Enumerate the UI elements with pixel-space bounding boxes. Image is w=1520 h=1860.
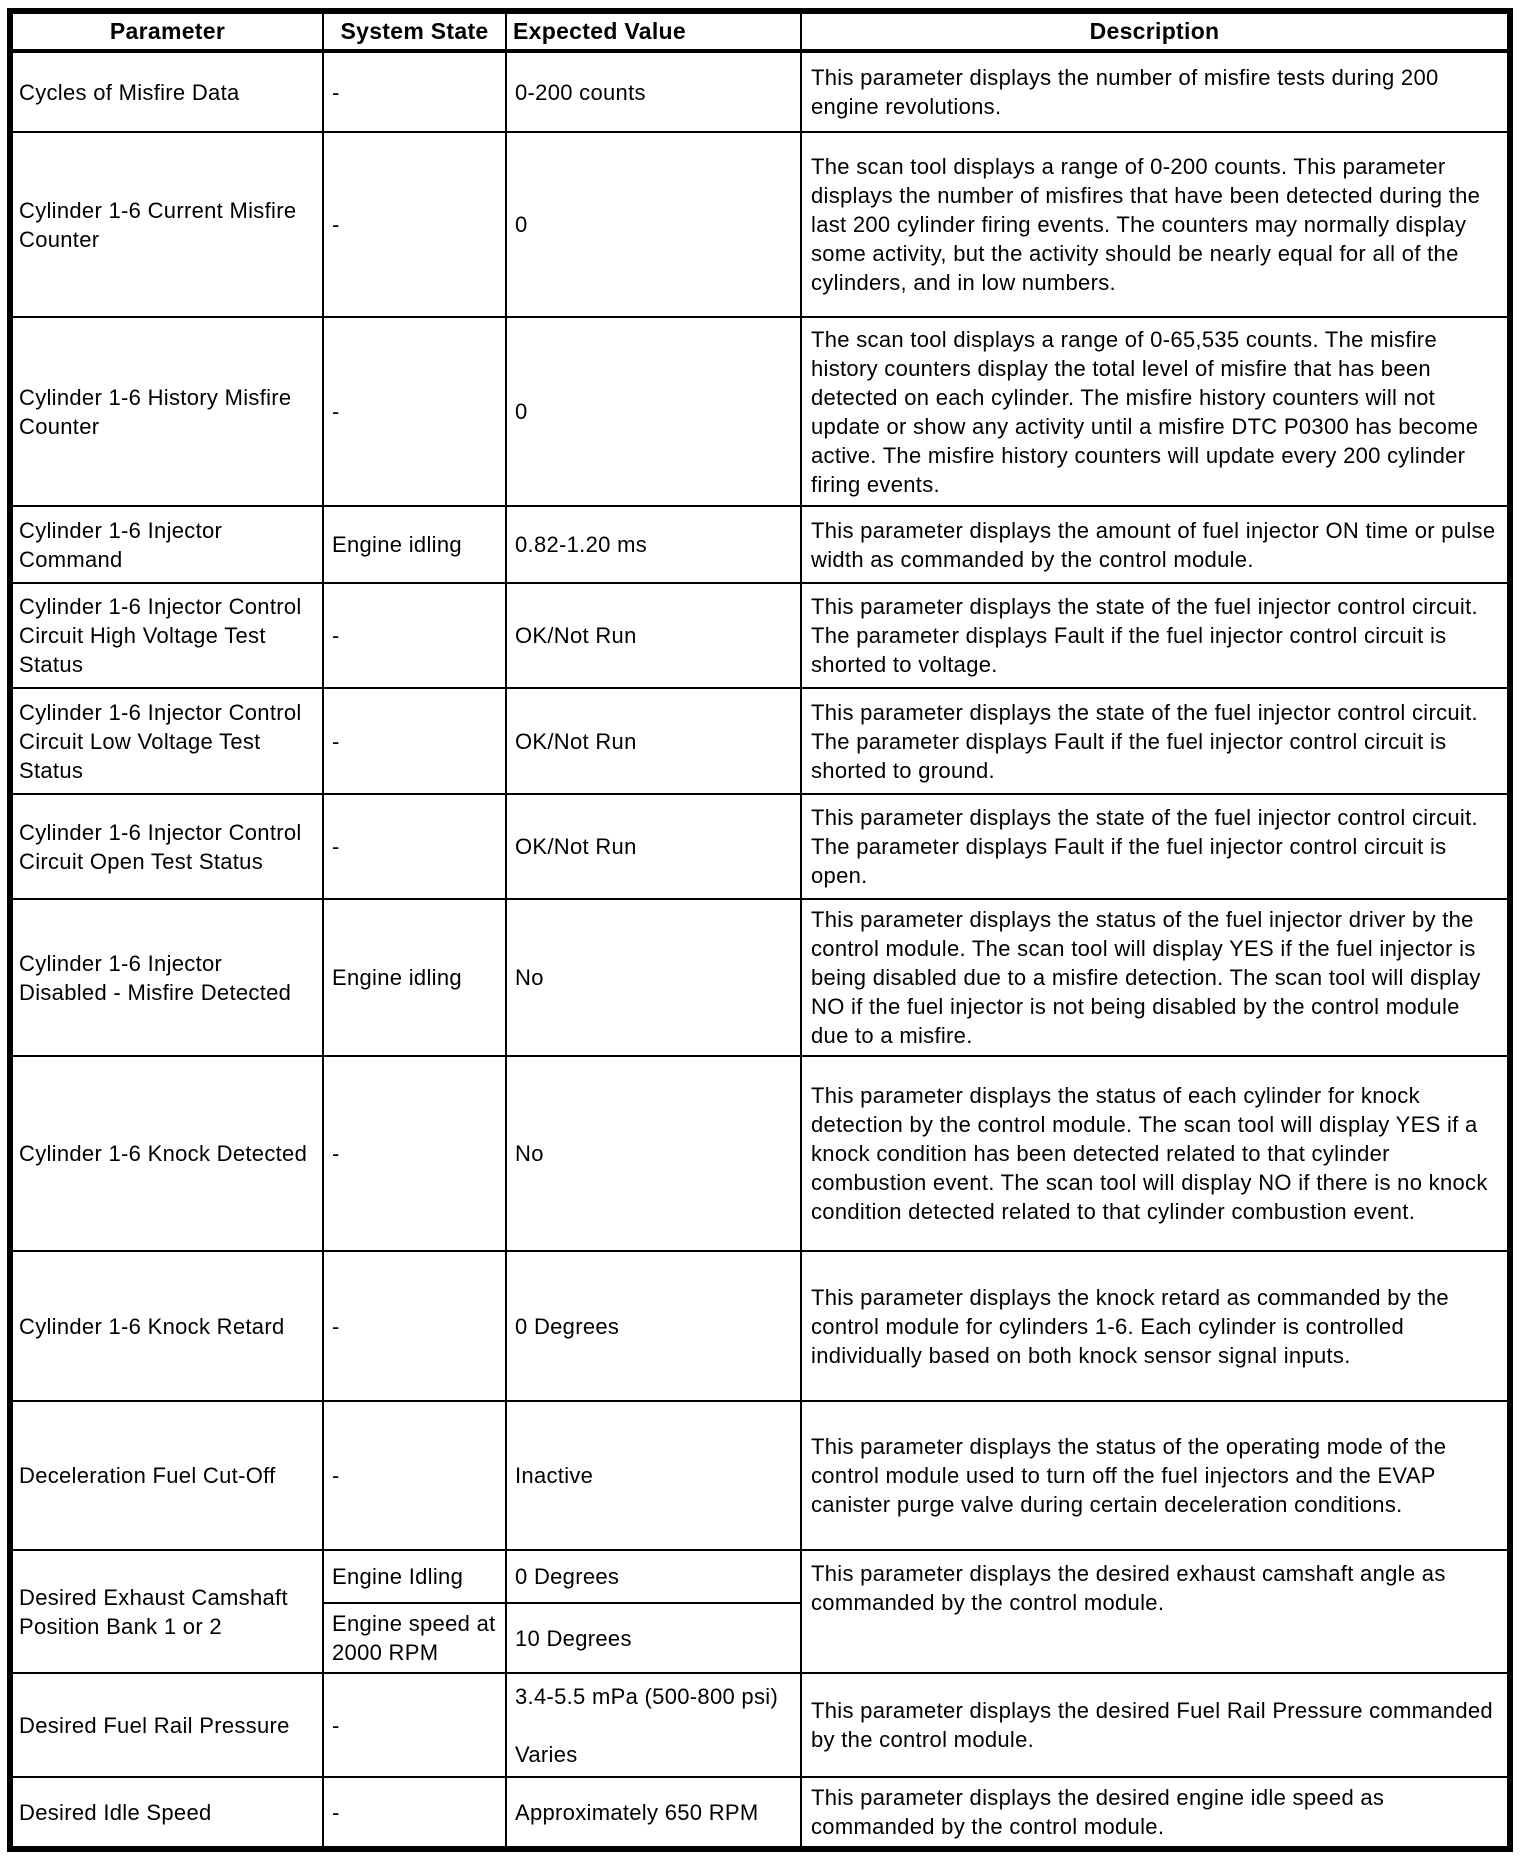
description-cell: This parameter displays the desired engine idle speed as commanded by the control module. xyxy=(801,1777,1510,1849)
table-row xyxy=(10,1056,1510,1251)
parameter-cell: Cycles of Misfire Data xyxy=(10,51,323,132)
parameter-cell: Desired Idle Speed xyxy=(10,1777,323,1849)
expected-value-cell: No xyxy=(506,1056,801,1251)
expected-value-cell: OK/Not Run xyxy=(506,583,801,688)
parameter-cell: Cylinder 1-6 Injector Control Circuit Open Test Status xyxy=(10,794,323,899)
description-cell: This parameter displays the status of the fuel injector driver by the control module. The scan tool will display YES if the fuel injector is being disabled due to a misfire detection. The scan tool will display NO if the fuel injector is not being disabled by the control module due to a misfire. xyxy=(801,899,1510,1056)
system-state-cell: Engine Idling xyxy=(323,1550,506,1603)
table-row xyxy=(10,794,1510,899)
expected-value-line: 3.4-5.5 mPa (500-800 psi) xyxy=(515,1683,779,1709)
expected-value-cell: 0 xyxy=(506,132,801,317)
expected-value-cell: 0 xyxy=(506,317,801,506)
system-state-cell: Engine speed at 2000 RPM xyxy=(323,1603,506,1673)
description-cell: This parameter displays the number of misfire tests during 200 engine revolutions. xyxy=(801,51,1510,132)
table-row xyxy=(10,1777,1510,1849)
parameter-cell: Cylinder 1-6 Knock Detected xyxy=(10,1056,323,1251)
table-row xyxy=(10,899,1510,1056)
parameter-cell: Cylinder 1-6 Injector Disabled - Misfire Detected xyxy=(10,899,323,1056)
header-expected-value: Expected Value xyxy=(506,11,801,51)
system-state-cell: - xyxy=(323,1251,506,1401)
expected-value-cell: 0 Degrees xyxy=(506,1251,801,1401)
header-system-state: System State xyxy=(323,11,506,51)
system-state-cell: - xyxy=(323,1401,506,1550)
system-state-cell: - xyxy=(323,132,506,317)
header-parameter: Parameter xyxy=(10,11,323,51)
table-row xyxy=(10,1550,1510,1603)
expected-value-line: Varies xyxy=(515,1741,578,1767)
table-row xyxy=(10,317,1510,506)
parameter-cell: Deceleration Fuel Cut-Off xyxy=(10,1401,323,1550)
description-cell: This parameter displays the amount of fuel injector ON time or pulse width as commanded by the control module. xyxy=(801,506,1510,583)
table-row xyxy=(10,506,1510,583)
system-state-cell: - xyxy=(323,688,506,794)
system-state-cell: - xyxy=(323,1673,506,1777)
description-cell: This parameter displays the desired Fuel Rail Pressure commanded by the control module. xyxy=(801,1673,1510,1777)
expected-value-cell: OK/Not Run xyxy=(506,688,801,794)
system-state-cell: Engine idling xyxy=(323,899,506,1056)
description-cell: This parameter displays the state of the fuel injector control circuit. The parameter displays Fault if the fuel injector control circuit is open. xyxy=(801,794,1510,899)
expected-value-cell: Inactive xyxy=(506,1401,801,1550)
expected-value-cell: 0-200 counts xyxy=(506,51,801,132)
description-cell: The scan tool displays a range of 0-65,535 counts. The misfire history counters display the total level of misfire that has been detected on each cylinder. The misfire history counters will not update or show any activity until a misfire DTC P0300 has become active. The misfire history counters will update every 200 cylinder firing events. xyxy=(801,317,1510,506)
description-cell: This parameter displays the desired exhaust camshaft angle as commanded by the control module. xyxy=(801,1550,1510,1673)
expected-value-cell: 0.82-1.20 ms xyxy=(506,506,801,583)
table-row xyxy=(10,51,1510,132)
description-cell: This parameter displays the status of the operating mode of the control module used to turn off the fuel injectors and the EVAP canister purge valve during certain deceleration conditions. xyxy=(801,1401,1510,1550)
table-row xyxy=(10,1401,1510,1550)
system-state-cell: - xyxy=(323,583,506,688)
table-row xyxy=(10,1251,1510,1401)
table-row xyxy=(10,583,1510,688)
description-cell: This parameter displays the status of each cylinder for knock detection by the control module. The scan tool will display YES if a knock condition has been detected related to that cylinder combustion event. The scan tool will display NO if there is no knock condition detected related to that cylinder combustion event. xyxy=(801,1056,1510,1251)
expected-value-cell: 0 Degrees xyxy=(506,1550,801,1603)
parameter-cell: Cylinder 1-6 Knock Retard xyxy=(10,1251,323,1401)
description-cell: This parameter displays the state of the fuel injector control circuit. The parameter displays Fault if the fuel injector control circuit is shorted to voltage. xyxy=(801,583,1510,688)
description-cell: The scan tool displays a range of 0-200 counts. This parameter displays the number of misfires that have been detected during the last 200 cylinder firing events. The counters may normally display some activity, but the activity should be nearly equal for all of the cylinders, and in low numbers. xyxy=(801,132,1510,317)
description-cell: This parameter displays the state of the fuel injector control circuit. The parameter displays Fault if the fuel injector control circuit is shorted to ground. xyxy=(801,688,1510,794)
header-row xyxy=(10,11,1510,51)
scan-tool-parameters-table xyxy=(7,8,1513,1852)
table-row xyxy=(10,688,1510,794)
table-row xyxy=(10,132,1510,317)
system-state-cell: - xyxy=(323,1777,506,1849)
description-cell: This parameter displays the knock retard as commanded by the control module for cylinders 1-6. Each cylinder is controlled individually based on both knock sensor signal inputs. xyxy=(801,1251,1510,1401)
expected-value-cell: 10 Degrees xyxy=(506,1603,801,1673)
parameter-cell: Cylinder 1-6 Current Misfire Counter xyxy=(10,132,323,317)
parameter-cell: Cylinder 1-6 History Misfire Counter xyxy=(10,317,323,506)
system-state-cell: - xyxy=(323,1056,506,1251)
table-row xyxy=(10,1673,1510,1777)
expected-value-cell: Approximately 650 RPM xyxy=(506,1777,801,1849)
parameter-cell: Cylinder 1-6 Injector Control Circuit Low Voltage Test Status xyxy=(10,688,323,794)
system-state-cell: Engine idling xyxy=(323,506,506,583)
expected-value-cell: OK/Not Run xyxy=(506,794,801,899)
header-description: Description xyxy=(801,11,1510,51)
expected-value-cell xyxy=(506,1673,801,1777)
system-state-cell: - xyxy=(323,794,506,899)
parameter-cell: Desired Fuel Rail Pressure xyxy=(10,1673,323,1777)
parameter-cell: Desired Exhaust Camshaft Position Bank 1 or 2 xyxy=(10,1550,323,1673)
parameter-cell: Cylinder 1-6 Injector Command xyxy=(10,506,323,583)
parameter-cell: Cylinder 1-6 Injector Control Circuit High Voltage Test Status xyxy=(10,583,323,688)
system-state-cell: - xyxy=(323,51,506,132)
system-state-cell: - xyxy=(323,317,506,506)
expected-value-cell: No xyxy=(506,899,801,1056)
